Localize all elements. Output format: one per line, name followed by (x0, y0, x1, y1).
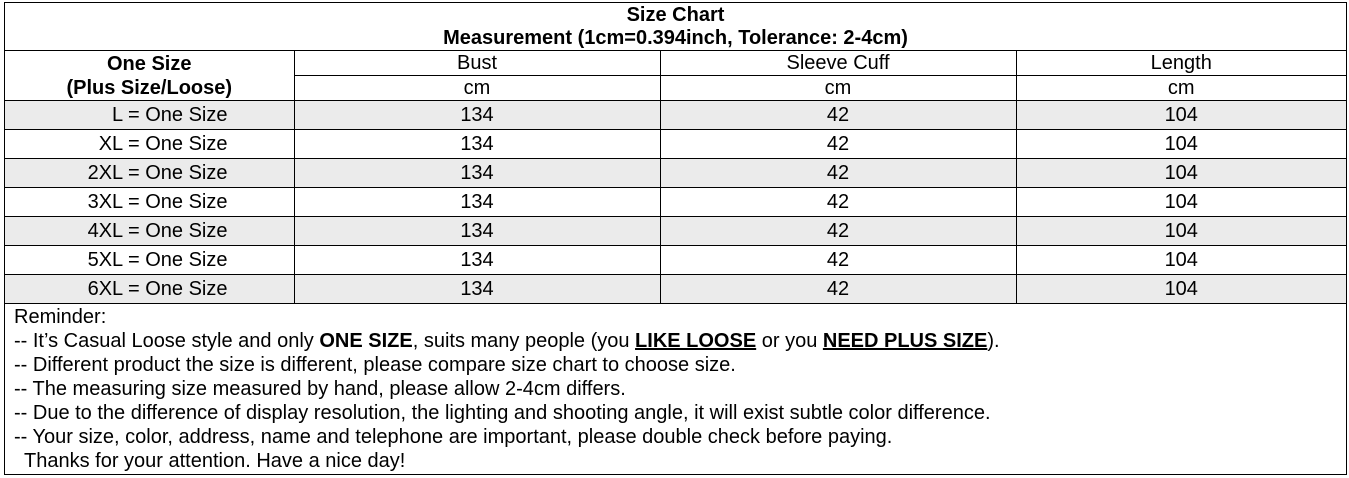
table-row (5, 101, 1346, 130)
one-size-emphasis: ONE SIZE (319, 330, 413, 352)
sleeve-cuff-cell: 42 (660, 188, 1016, 217)
bust-cell: 134 (294, 275, 660, 304)
reminder-line-1-text-a: -- It’s Casual Loose style and only (14, 330, 320, 352)
size-column-header (5, 51, 294, 101)
size-cell: XL = One Size (5, 130, 294, 159)
size-cell: L = One Size (5, 101, 294, 130)
size-cell: 4XL = One Size (5, 217, 294, 246)
size-column-header-line1: One Size (107, 52, 192, 75)
sleeve-cuff-cell: 42 (660, 275, 1016, 304)
reminder-line-1-text-g: ). (987, 330, 1000, 352)
table-row (5, 159, 1346, 188)
header-row (5, 51, 1346, 76)
table-row (5, 275, 1346, 304)
length-cell: 104 (1016, 246, 1346, 275)
sleeve-cuff-cell: 42 (660, 246, 1016, 275)
length-column-header: Length (1016, 51, 1346, 76)
chart-subtitle: Measurement (1cm=0.394inch, Tolerance: 2-4cm) (443, 27, 908, 49)
size-cell: 5XL = One Size (5, 246, 294, 275)
sleeve-cuff-cell: 42 (660, 130, 1016, 159)
table-row (5, 246, 1346, 275)
length-cell: 104 (1016, 188, 1346, 217)
sleeve-cuff-unit: cm (660, 76, 1016, 101)
bust-cell: 134 (294, 130, 660, 159)
size-column-header-line2: (Plus Size/Loose) (66, 76, 233, 99)
reminder-line-2: -- Different product the size is different, please compare size chart to choose size. (14, 354, 736, 376)
reminder-line-1-text-e: or you (756, 330, 823, 352)
reminder-heading: Reminder: (14, 306, 107, 328)
length-cell: 104 (1016, 217, 1346, 246)
length-cell: 104 (1016, 130, 1346, 159)
chart-title: Size Chart (626, 4, 725, 26)
length-cell: 104 (1016, 101, 1346, 130)
size-cell: 6XL = One Size (5, 275, 294, 304)
table-row (5, 188, 1346, 217)
reminder-line-5: -- Your size, color, address, name and telephone are important, please double check before paying. (14, 426, 893, 448)
bust-unit: cm (294, 76, 660, 101)
bust-cell: 134 (294, 188, 660, 217)
length-cell: 104 (1016, 159, 1346, 188)
size-table (5, 51, 1346, 304)
chart-header (5, 3, 1346, 51)
bust-column-header: Bust (294, 51, 660, 76)
thanks-line: Thanks for your attention. Have a nice day! (24, 450, 406, 472)
sleeve-cuff-cell: 42 (660, 217, 1016, 246)
size-cell: 2XL = One Size (5, 159, 294, 188)
sleeve-cuff-column-header: Sleeve Cuff (660, 51, 1016, 76)
sleeve-cuff-cell: 42 (660, 101, 1016, 130)
size-chart (4, 2, 1347, 475)
bust-cell: 134 (294, 101, 660, 130)
reminder-line-3: -- The measuring size measured by hand, please allow 2-4cm differs. (14, 378, 626, 400)
length-cell: 104 (1016, 275, 1346, 304)
table-row (5, 217, 1346, 246)
need-plus-size-emphasis: NEED PLUS SIZE (822, 330, 988, 352)
like-loose-emphasis: LIKE LOOSE (635, 330, 757, 352)
bust-cell: 134 (294, 159, 660, 188)
reminder-line-1-text-c: , suits many people (you (412, 330, 636, 352)
size-cell: 3XL = One Size (5, 188, 294, 217)
length-unit: cm (1016, 76, 1346, 101)
reminder-notes (5, 304, 1346, 473)
reminder-line-1 (14, 329, 1346, 353)
reminder-line-4: -- Due to the difference of display resolution, the lighting and shooting angle, it will exist subtle color difference. (14, 402, 991, 424)
table-row (5, 130, 1346, 159)
bust-cell: 134 (294, 217, 660, 246)
sleeve-cuff-cell: 42 (660, 159, 1016, 188)
bust-cell: 134 (294, 246, 660, 275)
